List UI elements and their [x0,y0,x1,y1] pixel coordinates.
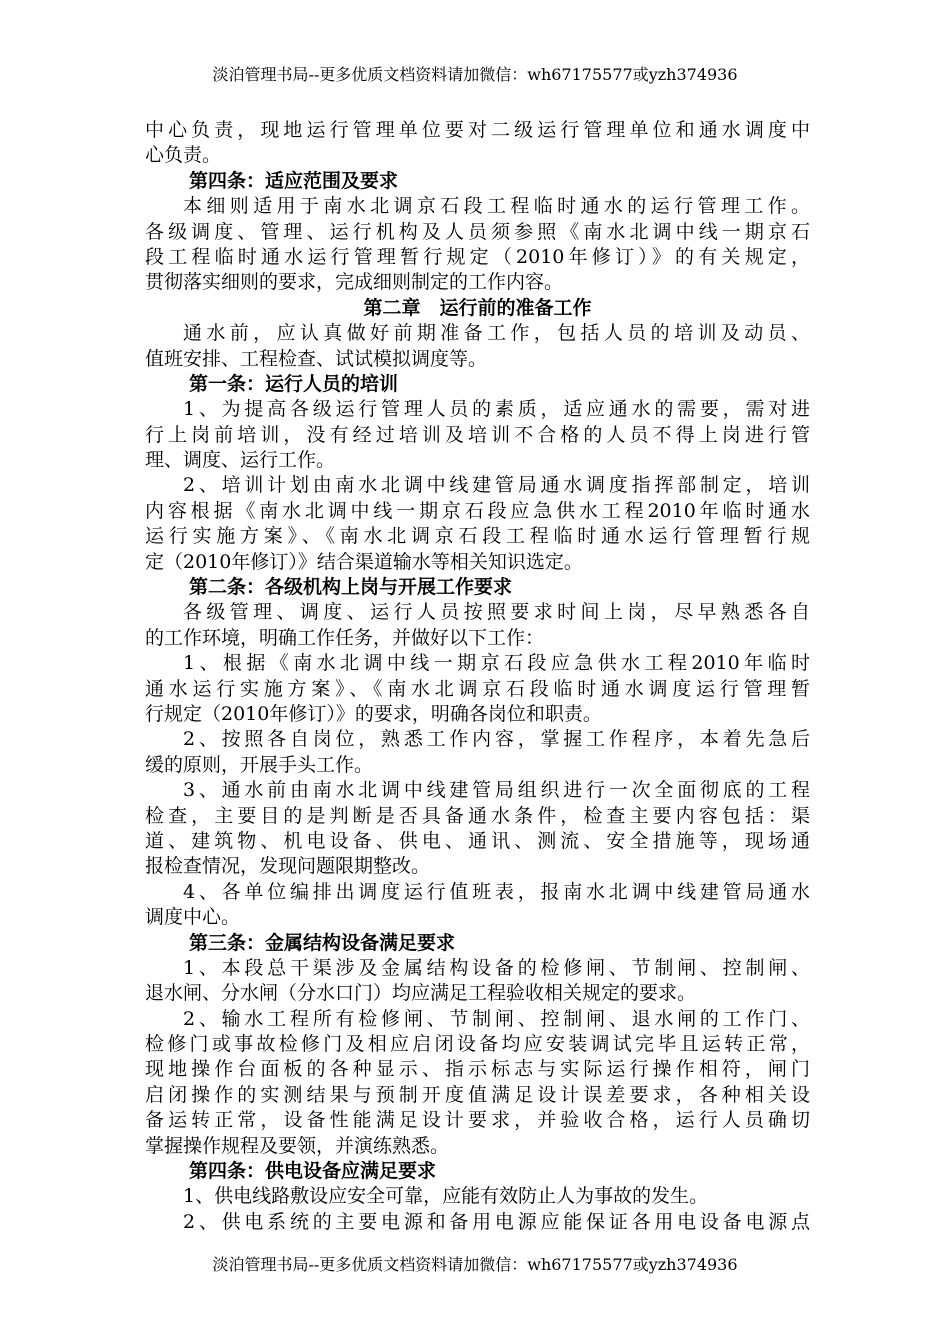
chapter-heading: 第二章 运行前的准备工作 [363,296,592,319]
body-line: 道、建筑物、机电设备、供电、通讯、测流、安全措施等，现场通 [145,829,810,852]
body-line: 1、根据《南水北调中线一期京石段应急供水工程2010年临时 [183,652,810,675]
body-line: 本细则适用于南水北调京石段工程临时通水的运行管理工作。 [183,195,810,218]
body-line: 退水闸、分水闸（分水口门）均应满足工程验收相关规定的要求。 [145,982,697,1005]
body-line: 掌握操作规程及要领，并演练熟悉。 [145,1134,450,1157]
page-header: 淡泊管理书局--更多优质文档资料请加微信：wh67175577或yzh374936 [212,65,738,84]
document-body [145,118,810,1235]
body-line: 运行实施方案》、《南水北调京石段工程临时通水运行管理暂行规 [145,525,810,548]
body-line: 4、各单位编排出调度运行值班表，报南水北调中线建管局通水 [183,880,810,903]
body-line: 贯彻落实细则的要求，完成细则制定的工作内容。 [145,271,564,294]
section-heading: 第二条：各级机构上岗与开展工作要求 [189,576,513,599]
body-line: 2、按照各自岗位，熟悉工作内容，掌握工作程序，本着先急后 [183,728,810,751]
body-line: 启闭操作的实测结果与预制开度值满足设计误差要求，各种相关设 [145,1083,810,1106]
body-line: 备运转正常，设备性能满足设计要求，并验收合格，运行人员确切 [145,1109,810,1132]
body-line: 报检查情况，发现问题限期整改。 [145,855,431,878]
body-line: 2、供电系统的主要电源和备用电源应能保证各用电设备电源点 [183,1210,810,1233]
body-line: 2、培训计划由南水北调中线建管局通水调度指挥部制定，培训 [183,474,810,497]
body-line: 3、通水前由南水北调中线建管局组织进行一次全面彻底的工程 [183,779,810,802]
body-line: 调度中心。 [145,906,241,929]
body-line: 1、供电线路敷设应安全可靠，应能有效防止人为事故的发生。 [183,1185,709,1208]
body-line: 定（2010年修订）》结合渠道输水等相关知识选定。 [145,550,583,573]
body-line: 的工作环境，明确工作任务，并做好以下工作： [145,626,545,649]
body-line: 检查，主要目的是判断是否具备通水条件，检查主要内容包括：渠 [145,804,810,827]
body-line: 1、为提高各级运行管理人员的素质，适应通水的需要，需对进 [183,398,810,421]
body-line: 通水运行实施方案》、《南水北调京石段临时通水调度运行管理暂 [145,677,810,700]
section-heading: 第一条：运行人员的培训 [189,372,399,395]
section-heading: 第三条：金属结构设备满足要求 [189,931,456,954]
body-line: 1、本段总干渠涉及金属结构设备的检修闸、节制闸、控制闸、 [183,956,810,979]
body-line: 行规定（2010年修订）》的要求，明确各岗位和职责。 [145,702,602,725]
body-line: 行上岗前培训，没有经过培训及培训不合格的人员不得上岗进行管 [145,423,810,446]
body-line: 2、输水工程所有检修闸、节制闸、控制闸、退水闸的工作门、 [183,1007,810,1030]
body-line: 心负责。 [145,144,222,167]
body-line: 现地操作台面板的各种显示、指示标志与实际运行操作相符，闸门 [145,1058,810,1081]
section-heading: 第四条：适应范围及要求 [189,169,399,192]
body-line: 段工程临时通水运行管理暂行规定（2010年修订）》的有关规定， [145,245,810,268]
body-line: 内容根据《南水北调中线一期京石段应急供水工程2010年临时通水 [145,499,810,522]
section-heading: 第四条：供电设备应满足要求 [189,1160,437,1183]
body-line: 缓的原则，开展手头工作。 [145,753,374,776]
body-line: 各级管理、调度、运行人员按照要求时间上岗，尽早熟悉各自 [183,601,810,624]
body-line: 检修门或事故检修门及相应启闭设备均应安装调试完毕且运转正常， [145,1033,810,1056]
body-line: 值班安排、工程检查、试试模拟调度等。 [145,347,488,370]
body-line: 各级调度、管理、运行机构及人员须参照《南水北调中线一期京石 [145,220,810,243]
page-footer: 淡泊管理书局--更多优质文档资料请加微信：wh67175577或yzh374936 [212,1255,738,1274]
body-line: 理、调度、运行工作。 [145,449,336,472]
body-line: 通水前，应认真做好前期准备工作，包括人员的培训及动员、 [183,322,810,345]
body-line: 中心负责，现地运行管理单位要对二级运行管理单位和通水调度中 [145,119,810,141]
